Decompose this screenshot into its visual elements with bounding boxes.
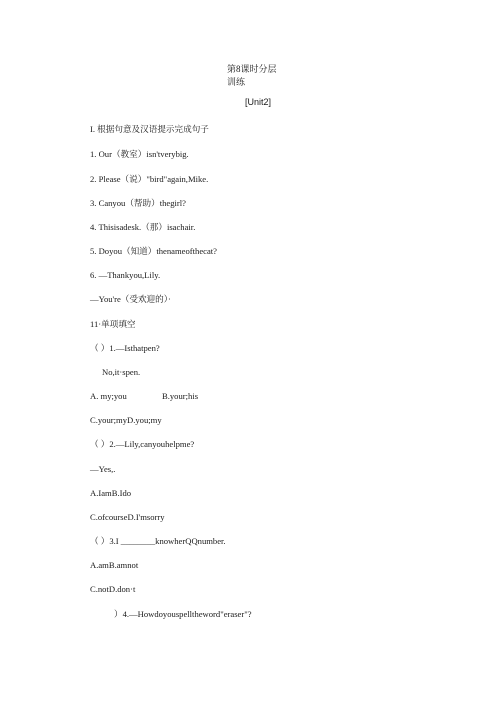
q1-options-cd: C.your;myD.you;my: [90, 415, 162, 425]
section1-item-5: 5. Doyou（知道）thenameofthecat?: [90, 246, 217, 256]
q1-stem: （ ）1.—Isthatpen?: [90, 343, 160, 353]
section1-item-6-reply: —You're（受欢迎的）·: [90, 294, 171, 304]
section1-heading: I. 根据句意及汉语提示完成句子: [90, 124, 209, 134]
q3-options-cd: C.notD.don·t: [90, 584, 136, 594]
lesson-title: 第8课时分层: [227, 64, 277, 74]
section1-item-2: 2. Please（说）"bird"again,Mike.: [90, 174, 209, 184]
section1-item-4: 4. Thisisadesk.（那）isachair.: [90, 222, 196, 232]
q1-line2: No,it·spen.: [102, 367, 141, 377]
q2-options-ab: A.IamB.Ido: [90, 488, 132, 498]
q4-stem: ）4.—Howdoyouspelltheword"eraser"?: [114, 609, 252, 619]
q1-option-b: B.your;his: [162, 391, 199, 401]
q2-stem: （ ）2.—Lily,canyouhelpme?: [90, 439, 195, 449]
lesson-title-cont: 训练: [227, 77, 246, 87]
q3-stem: （ ）3.I ________knowherQQnumber.: [90, 536, 226, 546]
section1-item-1: 1. Our（教室）isn'tverybig.: [90, 149, 189, 159]
unit-label: [Unit2]: [245, 97, 272, 107]
q2-line2: —Yes,.: [90, 464, 116, 474]
q3-options-ab: A.amB.amnot: [90, 560, 139, 570]
section1-item-3: 3. Canyou（帮助）thegirl?: [90, 198, 186, 208]
section2-heading: 11·单项填空: [90, 319, 136, 329]
q1-option-a: A. my;you: [90, 391, 127, 401]
section1-item-6: 6. —Thankyou,Lily.: [90, 270, 161, 280]
q2-options-cd: C.ofcourseD.I'msorry: [90, 512, 165, 522]
